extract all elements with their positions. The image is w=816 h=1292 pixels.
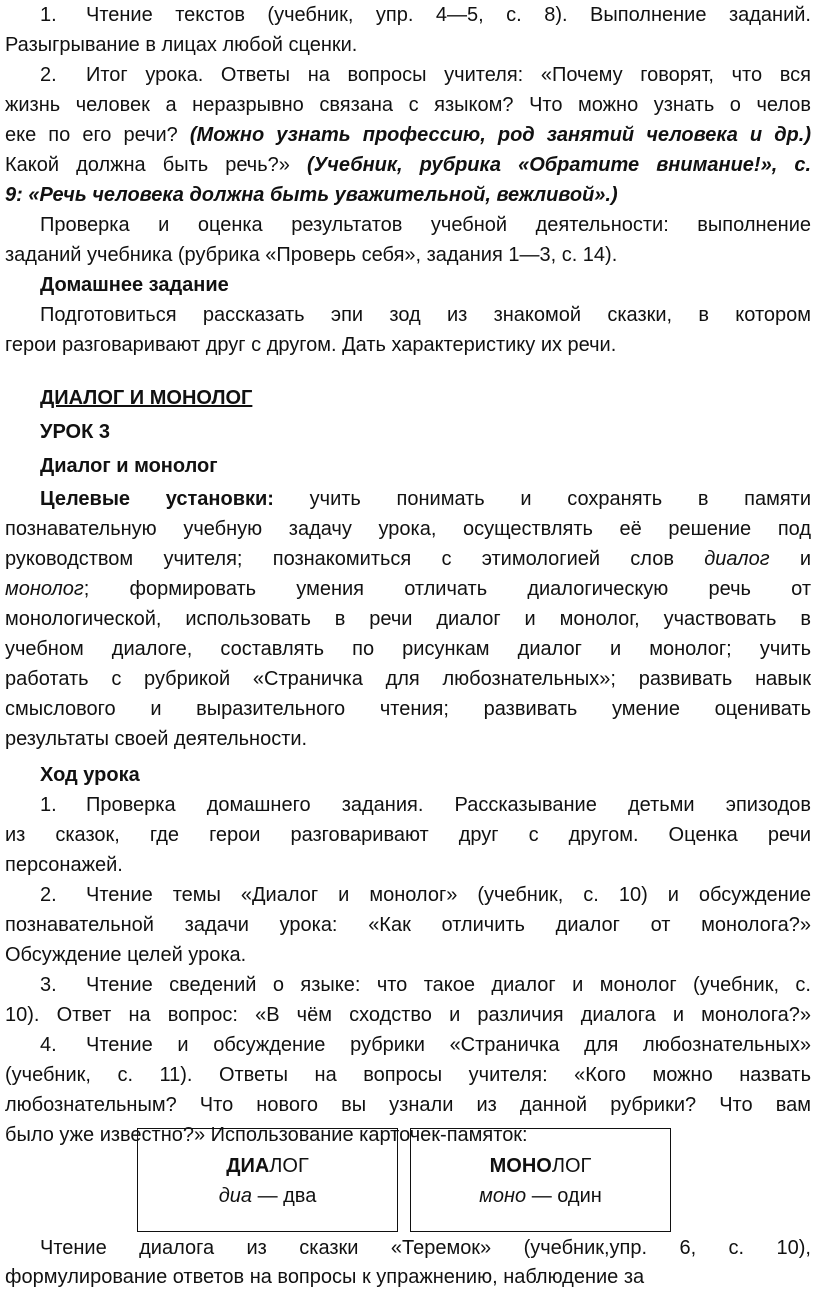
paragraph-line bbox=[5, 150, 811, 180]
paragraph-text: Чтение текстов (учебник, упр. 4—5, с. 8). Выполнение заданий. bbox=[86, 4, 811, 26]
item-number: 3. bbox=[40, 974, 57, 996]
paragraph-line: познавательной задачи урока: «Как отличить диалог от монолога?» bbox=[5, 914, 811, 936]
term-dialog: диалог bbox=[704, 548, 770, 570]
section-title: ДИАЛОГ И МОНОЛОГ bbox=[40, 387, 253, 409]
paragraph-text: Чтение и обсуждение рубрики «Страничка для любознательных» bbox=[86, 1034, 811, 1056]
paragraph-line: персонажей. bbox=[5, 854, 123, 876]
item-number: 4. bbox=[40, 1034, 57, 1056]
paragraph-text: руководством учителя; познакомиться с этимологией слов bbox=[5, 548, 674, 570]
goals-line bbox=[40, 484, 811, 514]
paragraph-line: заданий учебника (рубрика «Проверь себя», задания 1—3, с. 14). bbox=[5, 244, 618, 266]
homework-heading: Домашнее задание bbox=[40, 274, 229, 296]
monolog-root-rest: ЛОГ bbox=[551, 1155, 592, 1177]
monolog-meaning bbox=[411, 1183, 670, 1209]
paragraph-line bbox=[5, 574, 811, 604]
lesson-number: УРОК 3 bbox=[40, 421, 110, 443]
list-item-2 bbox=[40, 880, 811, 910]
goals-label: Целевые установки: bbox=[40, 488, 274, 510]
paragraph-text: Какой должна быть речь?» bbox=[5, 154, 290, 176]
dialog-part: диа bbox=[218, 1185, 252, 1207]
term-monolog: монолог bbox=[5, 578, 84, 600]
paragraph-text: Чтение темы «Диалог и монолог» (учебник, с. 10) и обсуждение bbox=[86, 884, 811, 906]
paragraph-line: Чтение диалога из сказки «Теремок» (учебник,упр. 6, с. 10), bbox=[40, 1237, 811, 1259]
paragraph-text: Итог урока. Ответы на вопросы учителя: «Почему говорят, что вся bbox=[86, 64, 811, 86]
paragraph-line: результаты своей деятельности. bbox=[5, 728, 308, 750]
list-item-1 bbox=[40, 0, 811, 30]
paragraph-line: Разыгрывание в лицах любой сценки. bbox=[5, 34, 358, 56]
monolog-translation: — один bbox=[531, 1185, 602, 1207]
paragraph-line: жизнь человек а неразрывно связана с языком? Что можно узнать о челов bbox=[5, 94, 811, 116]
list-item-2 bbox=[40, 60, 811, 90]
paragraph-line: учебном диалоге, составлять по рисункам диалог и монолог; учить bbox=[5, 638, 811, 660]
paragraph-line: из сказок, где герои разговаривают друг с другом. Оценка речи bbox=[5, 824, 811, 846]
paragraph-line: 10). Ответ на вопрос: «В чём сходство и различия диалога и монолога?» bbox=[5, 1004, 811, 1026]
dialog-meaning bbox=[138, 1183, 397, 1209]
paragraph-line: Проверка и оценка результатов учебной деятельности: выполнение bbox=[40, 214, 811, 236]
paragraph-line: монологической, использовать в речи диалог и монолог, участвовать в bbox=[5, 608, 811, 630]
paragraph-line bbox=[5, 544, 811, 574]
dialog-translation: — два bbox=[257, 1185, 317, 1207]
paragraph-text: учить понимать и сохранять в памяти bbox=[309, 488, 811, 510]
paragraph-line: было уже известно?» Использование карточек-памяток: bbox=[5, 1124, 528, 1146]
paragraph-text: и bbox=[799, 548, 811, 570]
dialog-word bbox=[138, 1153, 397, 1179]
answer-italic: (Учебник, рубрика «Обратите внимание!», с. bbox=[306, 154, 811, 176]
paragraph-text: ; формировать умения отличать диалогическую речь от bbox=[83, 578, 811, 600]
monolog-word bbox=[411, 1153, 670, 1179]
dialog-card bbox=[137, 1128, 398, 1232]
paragraph-line: познавательную учебную задачу урока, осуществлять её решение под bbox=[5, 518, 811, 540]
paragraph-text: Чтение сведений о языке: что такое диалог и монолог (учебник, с. bbox=[86, 974, 811, 996]
paragraph-line: Подготовиться рассказать эпи зод из знакомой сказки, в котором bbox=[40, 304, 811, 326]
item-number: 1. bbox=[40, 794, 57, 816]
paragraph-line: работать с рубрикой «Страничка для любознательных»; развивать навык bbox=[5, 668, 811, 690]
lesson-title: Диалог и монолог bbox=[40, 455, 218, 477]
monolog-root-bold: МОНО bbox=[489, 1155, 552, 1177]
answer-italic: (Можно узнать профессию, род занятий человека и др.) bbox=[189, 124, 811, 146]
item-number: 1. bbox=[40, 4, 57, 26]
item-number: 2. bbox=[40, 64, 57, 86]
paragraph-line: смыслового и выразительного чтения; развивать умение оценивать bbox=[5, 698, 811, 720]
paragraph-text: еке по его речи? bbox=[5, 124, 178, 146]
paragraph-text: Проверка домашнего задания. Рассказывание детьми эпизодов bbox=[86, 794, 811, 816]
dialog-root-rest: ЛОГ bbox=[269, 1155, 309, 1177]
paragraph-line bbox=[5, 120, 811, 150]
paragraph-line: Обсуждение целей урока. bbox=[5, 944, 247, 966]
monolog-card bbox=[410, 1128, 671, 1232]
item-number: 2. bbox=[40, 884, 57, 906]
course-heading: Ход урока bbox=[40, 764, 140, 786]
list-item-1 bbox=[40, 790, 811, 820]
paragraph-line: (учебник, с. 11). Ответы на вопросы учителя: «Кого можно назвать bbox=[5, 1064, 811, 1086]
list-item-3 bbox=[40, 970, 811, 1000]
paragraph-line: любознательным? Что нового вы узнали из данной рубрики? Что вам bbox=[5, 1094, 811, 1116]
list-item-4 bbox=[40, 1030, 811, 1060]
paragraph-line: герои разговаривают друг с другом. Дать характеристику их речи. bbox=[5, 334, 617, 356]
paragraph-line: формулирование ответов на вопросы к упражнению, наблюдение за bbox=[5, 1266, 645, 1288]
answer-italic: 9: «Речь человека должна быть уважительной, вежливой».) bbox=[5, 184, 618, 206]
dialog-root-bold: ДИА bbox=[226, 1155, 270, 1177]
monolog-part: моно bbox=[479, 1185, 527, 1207]
